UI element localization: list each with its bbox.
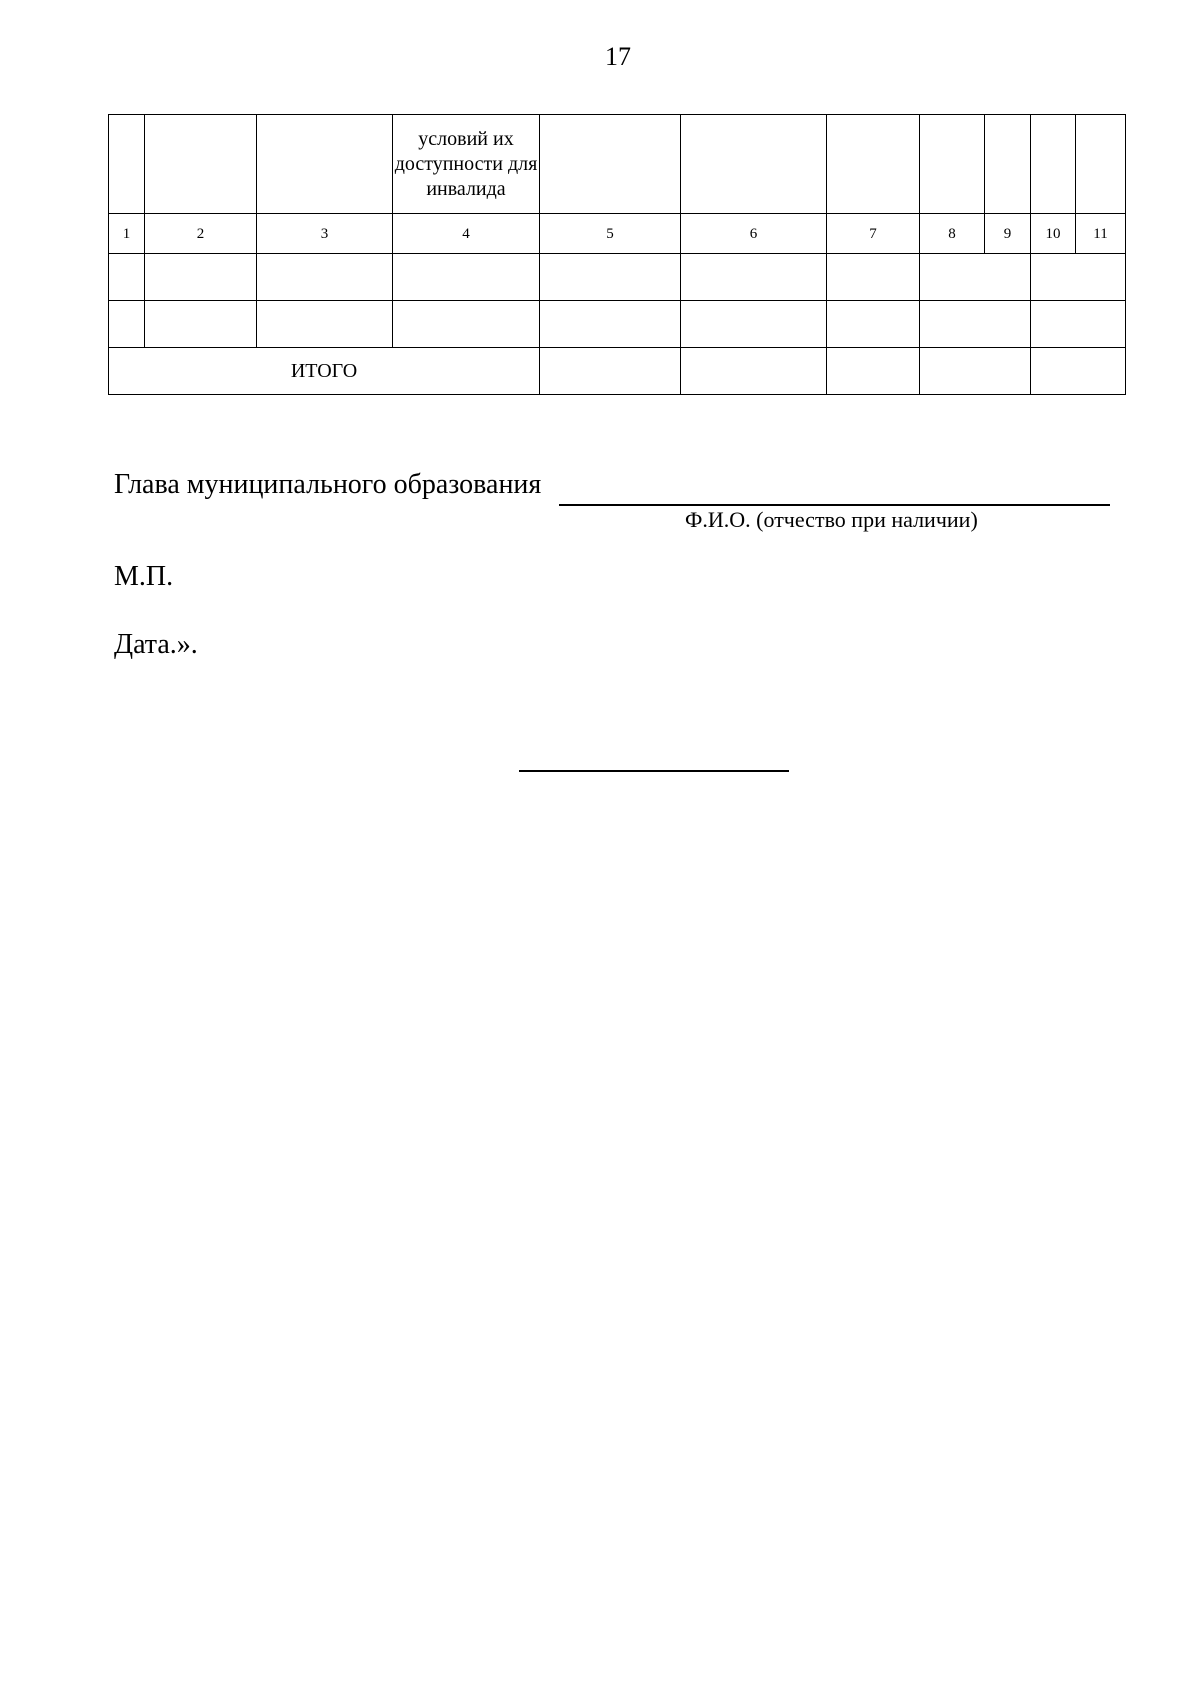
table-cell [109, 254, 145, 301]
signature-label: Глава муниципального образования [114, 469, 542, 500]
column-number: 8 [920, 214, 985, 254]
table-cell [827, 301, 920, 348]
table-cell [109, 301, 145, 348]
column-number: 10 [1031, 214, 1076, 254]
report-table [108, 114, 1126, 395]
table-cell [681, 301, 827, 348]
table-cell [681, 254, 827, 301]
header-cell [257, 115, 393, 214]
column-number-row [109, 214, 1126, 254]
column-number: 9 [985, 214, 1031, 254]
total-label: ИТОГО [109, 348, 540, 395]
column-number: 3 [257, 214, 393, 254]
total-cell [1031, 348, 1126, 395]
table-cell [540, 254, 681, 301]
header-cell [985, 115, 1031, 214]
table-cell [257, 301, 393, 348]
table-cell [540, 301, 681, 348]
table-cell [393, 301, 540, 348]
total-cell [827, 348, 920, 395]
total-cell [920, 348, 1031, 395]
column-number: 1 [109, 214, 145, 254]
table-cell [827, 254, 920, 301]
column-number: 6 [681, 214, 827, 254]
table-cell [257, 254, 393, 301]
table-cell [1031, 301, 1126, 348]
table-cell [920, 254, 1031, 301]
header-cell [109, 115, 145, 214]
table-cell [145, 301, 257, 348]
closing-separator-line [519, 770, 789, 772]
date-label: Дата.». [114, 629, 198, 660]
total-cell [681, 348, 827, 395]
table-header-row [109, 115, 1126, 214]
header-cell-accessibility [393, 115, 540, 214]
table-cell [1031, 254, 1126, 301]
table-row [109, 254, 1126, 301]
header-cell [540, 115, 681, 214]
stamp-label: М.П. [114, 561, 174, 592]
header-accessibility-text: условий их доступности для инвалида [394, 127, 538, 200]
signature-line [559, 504, 1110, 506]
page-number: 17 [605, 42, 631, 71]
header-cell [145, 115, 257, 214]
header-cell [827, 115, 920, 214]
column-number: 11 [1076, 214, 1126, 254]
column-number: 7 [827, 214, 920, 254]
column-number: 5 [540, 214, 681, 254]
table-row [109, 301, 1126, 348]
column-number: 2 [145, 214, 257, 254]
table-cell [920, 301, 1031, 348]
table-cell [145, 254, 257, 301]
column-number: 4 [393, 214, 540, 254]
total-cell [540, 348, 681, 395]
header-cell [1076, 115, 1126, 214]
table-cell [393, 254, 540, 301]
header-cell [920, 115, 985, 214]
header-cell [681, 115, 827, 214]
total-row [109, 348, 1126, 395]
header-cell [1031, 115, 1076, 214]
signature-caption: Ф.И.О. (отчество при наличии) [685, 507, 978, 532]
